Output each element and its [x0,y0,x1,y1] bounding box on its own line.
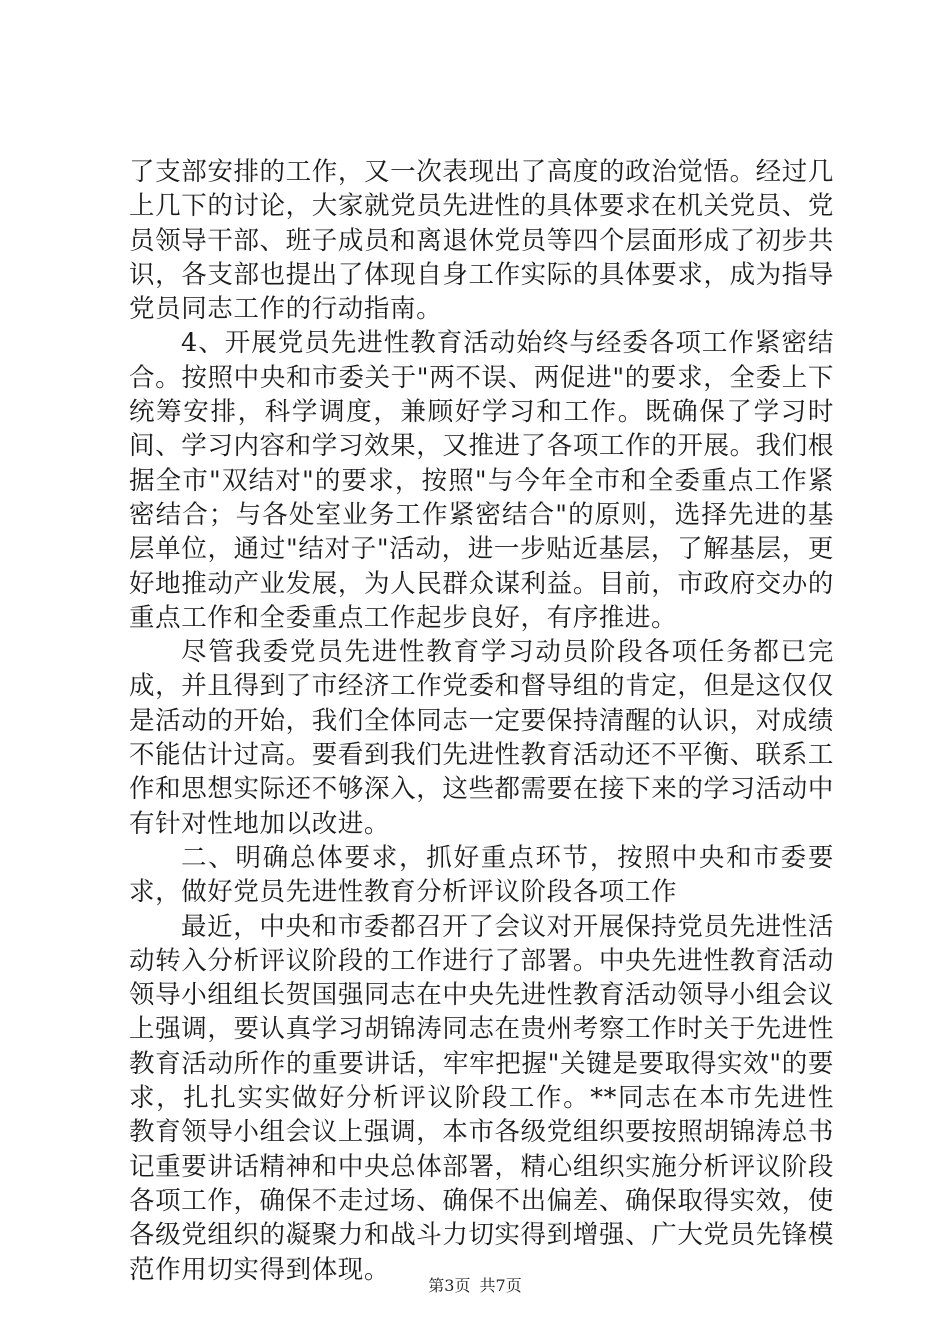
page-total: 共7页 [479,1276,522,1295]
paragraph-4: 最近，中央和市委都召开了会议对开展保持党员先进性活动转入分析评议阶段的工作进行了部署。中央先进性教育活动领导小组组长贺国强同志在中央先进性教育活动领导小组会议上强调，要认真学习胡锦涛同志在贵州考察工作时关于先进性教育活动所作的重要讲话，牢牢把握"关键是要取得实效"的要求，扎扎实实做好分析评议阶段工作。**同志在本市先进性教育领导小组会议上强调，本市各级党组织要按照胡锦涛总书记重要讲话精神和中央总体部署，精心组织实施分析评议阶段各项工作，确保不走过场、确保不出偏差、确保取得实效，使各级党组织的凝聚力和战斗力切实得到增强、广大党员先锋模范作用切实得到体现。 [129,911,834,1285]
paragraph-1: 了支部安排的工作，又一次表现出了高度的政治觉悟。经过几上几下的讨论，大家就党员先进性的具体要求在机关党员、党员领导干部、班子成员和离退休党员等四个层面形成了初步共识，各支部也提出了体现自身工作实际的具体要求，成为指导党员同志工作的行动指南。 [129,157,834,325]
document-body [129,155,834,1287]
page-footer [0,1273,950,1296]
paragraph-3: 尽管我委党员先进性教育学习动员阶段各项任务都已完成，并且得到了市经济工作党委和督导组的肯定，但是这仅仅是活动的开始，我们全体同志一定要保持清醒的认识，对成绩不能估计过高。要看到我们先进性教育活动还不平衡、联系工作和思想实际还不够深入，这些都需要在接下来的学习活动中有针对性地加以改进。 [129,637,834,839]
page-number: 第3页 [428,1276,471,1295]
paragraph-2: 4、开展党员先进性教育活动始终与经委各项工作紧密结合。按照中央和市委关于"两不误、两促进"的要求，全委上下统筹安排，科学调度，兼顾好学习和工作。既确保了学习时间、学习内容和学习效果，又推进了各项工作的开展。我们根据全市"双结对"的要求，按照"与今年全市和全委重点工作紧密结合；与各处室业务工作紧密结合"的原则，选择先进的基层单位，通过"结对子"活动，进一步贴近基层，了解基层，更好地推动产业发展，为人民群众谋利益。目前，市政府交办的重点工作和全委重点工作起步良好，有序推进。 [129,328,834,633]
section-heading: 二、明确总体要求，抓好重点环节，按照中央和市委要求，做好党员先进性教育分析评议阶段各项工作 [129,842,834,908]
